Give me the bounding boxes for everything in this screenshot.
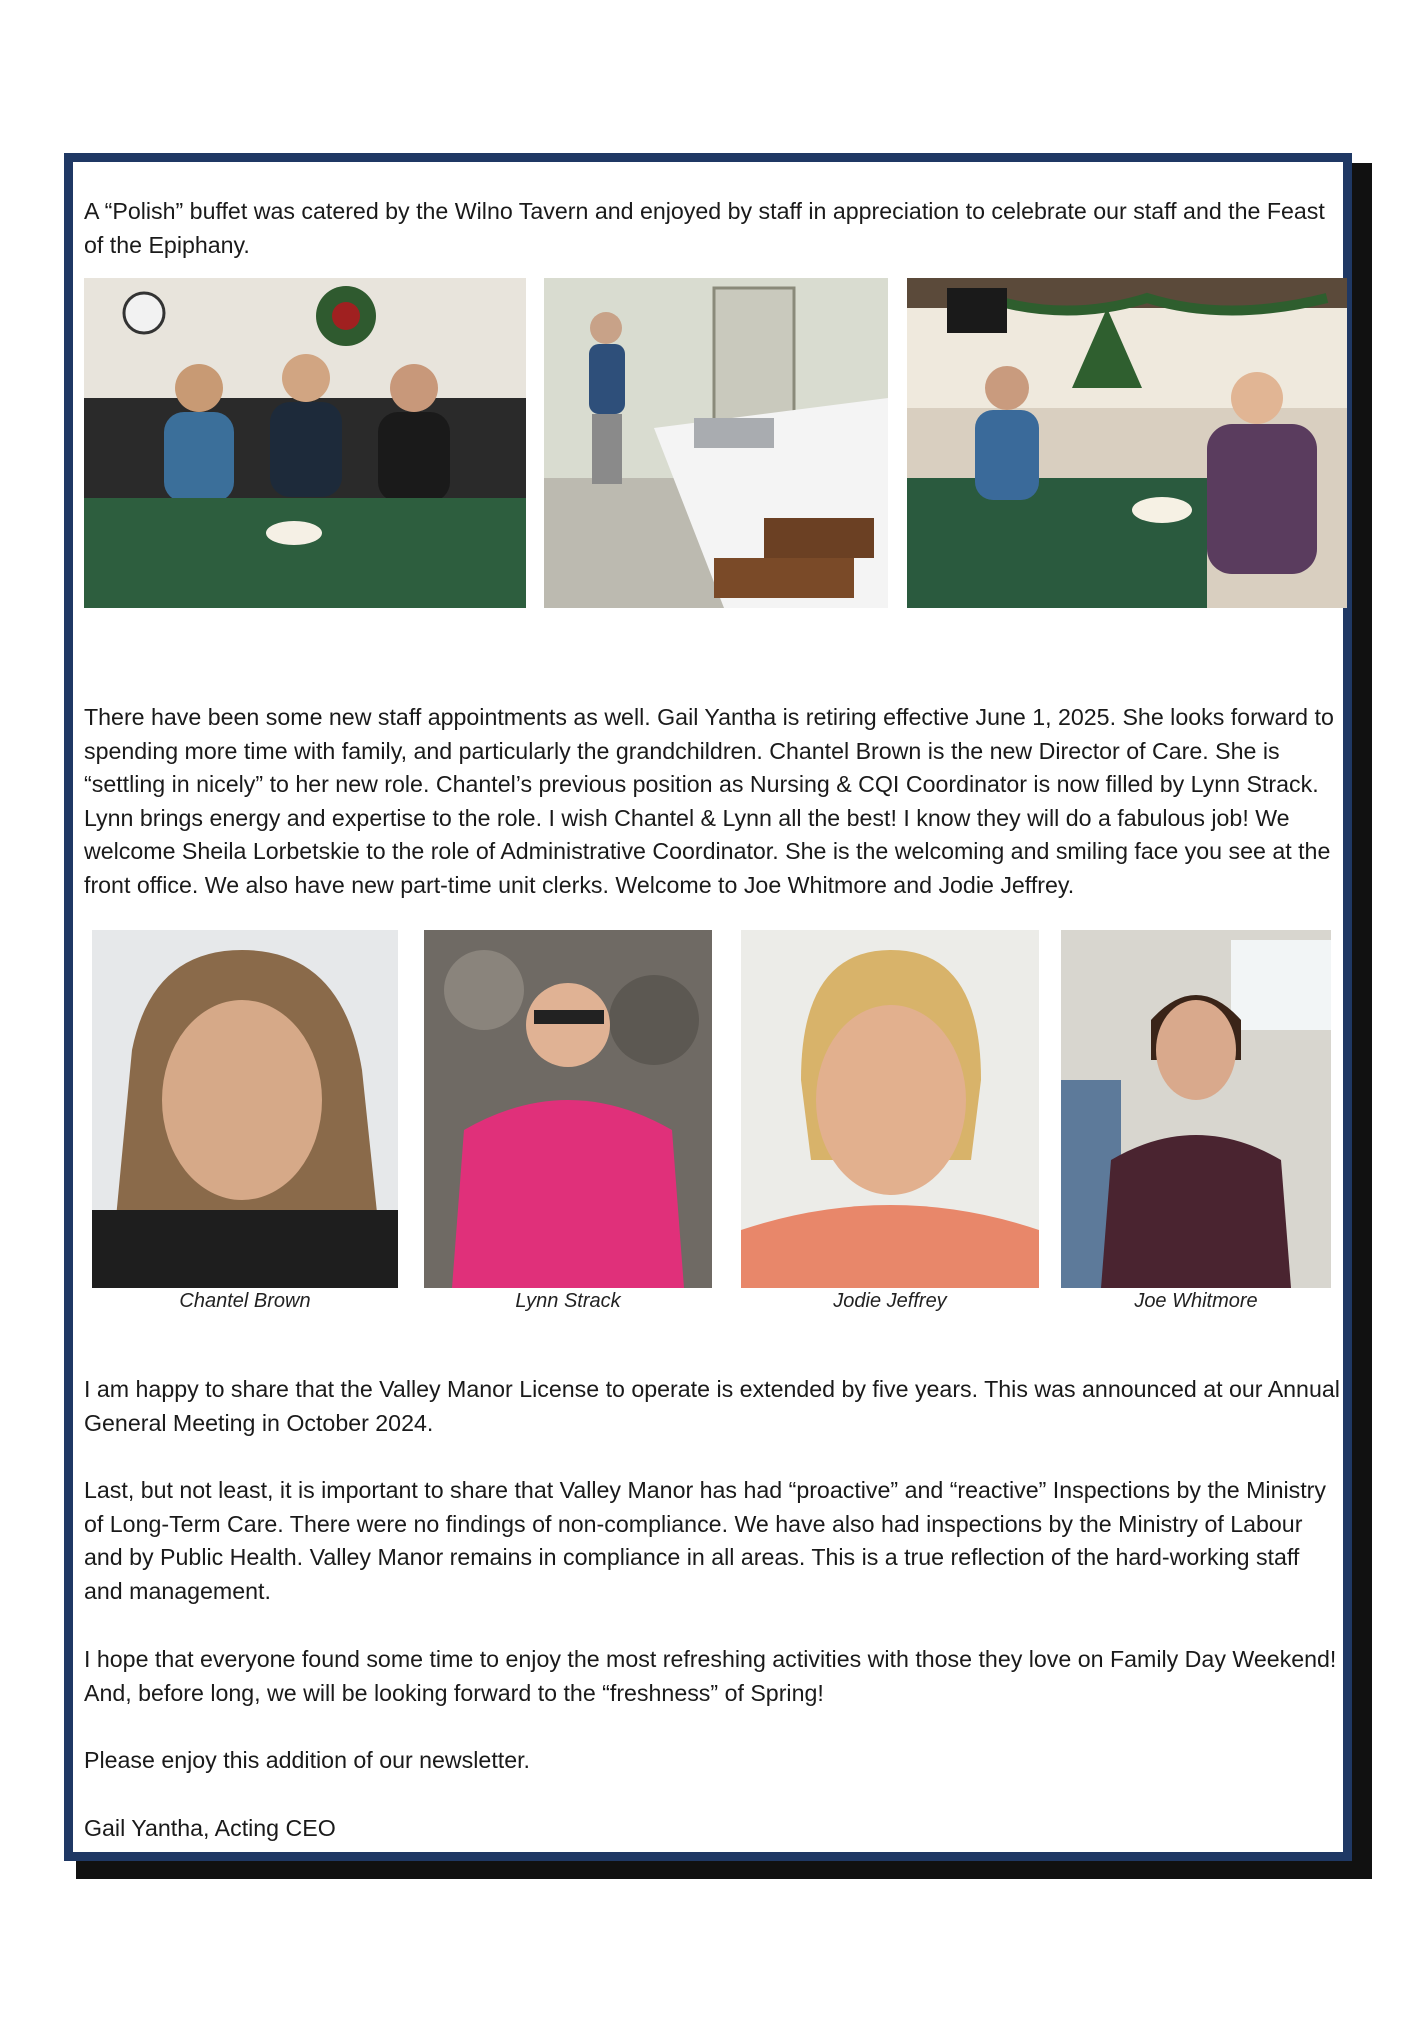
photo-dining-room — [907, 278, 1347, 608]
staff-news-paragraph: There have been some new staff appointments as well. Gail Yantha is retiring effective June 1, 2025. She looks forward to spending more time with family, and particularly the grandchildren. Chantel Brown is the new Director of Care. She is “settling in nicely” to her new role. Chantel’s previous position as Nursing & CQI Coordinator is now filled by Lynn Strack. Lynn brings energy and expertise to the role. I wish Chantel & Lynn all the best! I know they will do a fabulous job! We welcome Sheila Lorbetskie to the role of Administrative Coordinator. She is the welcoming and smiling face you see at the front office. We also have new part-time unit clerks. Welcome to Joe Whitmore and Jodie Jeffrey. — [84, 704, 1334, 898]
photo-jodie-jeffrey — [741, 930, 1039, 1288]
family-day-paragraph: I hope that everyone found some time to enjoy the most refreshing activities with those they love on Family Day Weekend! And, before long, we will be looking forward to the “freshness” of Spring! — [84, 1646, 1337, 1706]
intro-paragraph: A “Polish” buffet was catered by the Wilno Tavern and enjoyed by staff in appreciation to celebrate our staff and the Feast of the Epiphany. — [84, 198, 1325, 258]
caption-joe-whitmore: Joe Whitmore — [1134, 1290, 1258, 1312]
photo-buffet-table — [544, 278, 888, 608]
photo-chantel-brown — [92, 930, 398, 1288]
photo-staff-at-table — [84, 278, 526, 608]
photo-lynn-strack — [424, 930, 712, 1288]
enjoy-paragraph: Please enjoy this addition of our newsletter. — [84, 1747, 530, 1774]
caption-lynn-strack: Lynn Strack — [515, 1290, 621, 1312]
caption-chantel-brown: Chantel Brown — [179, 1290, 311, 1312]
license-paragraph: I am happy to share that the Valley Manor License to operate is extended by five years. This was announced at our Annual General Meeting in October 2024. — [84, 1376, 1340, 1436]
caption-jodie-jeffrey: Jodie Jeffrey — [833, 1290, 947, 1312]
photo-joe-whitmore — [1061, 930, 1331, 1288]
signature: Gail Yantha, Acting CEO — [84, 1815, 336, 1842]
inspections-paragraph: Last, but not least, it is important to share that Valley Manor has had “proactive” and “reactive” Inspections by the Ministry of Long-Term Care. There were no findings of non-compliance. We have also had inspections by the Ministry of Labour and by Public Health. Valley Manor remains in compliance in all areas. This is a true reflection of the hard-working staff and management. — [84, 1477, 1326, 1604]
